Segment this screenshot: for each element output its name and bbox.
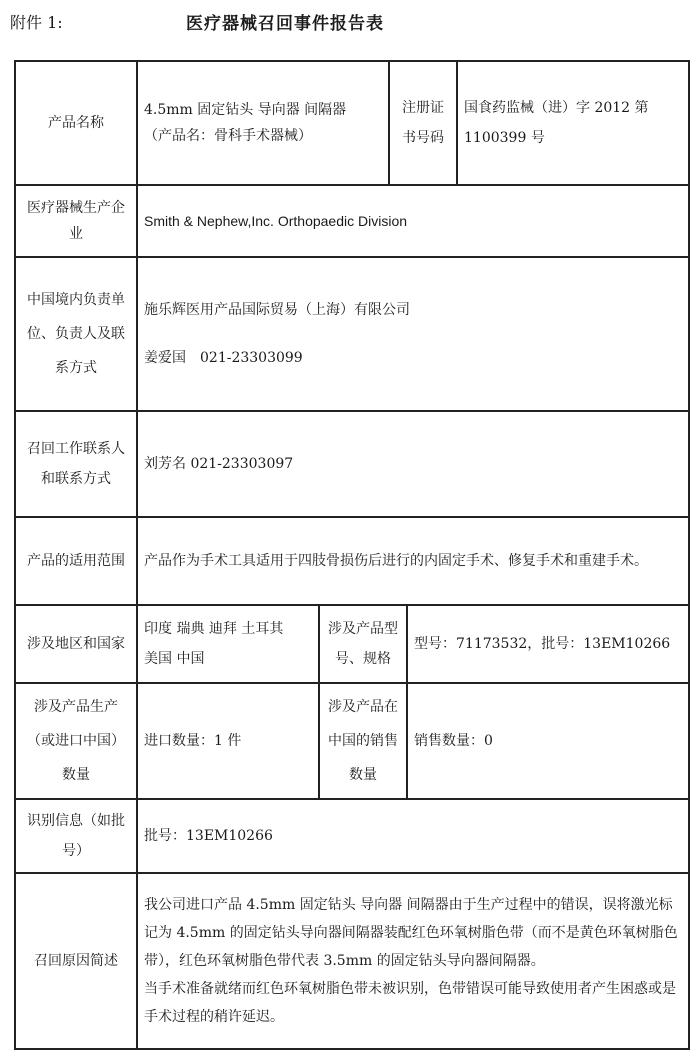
recall-contact-value: 刘芳名 021-23303097 (137, 411, 689, 517)
manufacturer-value: Smith & Nephew,Inc. Orthopaedic Division (137, 185, 689, 257)
product-name-label: 产品名称 (15, 61, 137, 185)
regions-line2: 美国 中国 (144, 651, 205, 667)
manufacturer-label: 医疗器械生产企业 (15, 185, 137, 257)
identification-label: 识别信息（如批号） (15, 799, 137, 873)
row-scope (15, 517, 689, 605)
product-name-line1: 4.5mm 固定钻头 导向器 间隔器 (144, 102, 347, 118)
product-name-line2: （产品名：骨科手术器械） (144, 128, 312, 144)
scope-label: 产品的适用范围 (15, 517, 137, 605)
sales-value: 销售数量：0 (407, 683, 689, 799)
china-responsible-label: 中国境内负责单位、负责人及联系方式 (15, 257, 137, 411)
row-recall-contact (15, 411, 689, 517)
attachment-label: 附件 1: (10, 13, 63, 32)
identification-value: 批号：13EM10266 (137, 799, 689, 873)
responsible-company: 施乐辉医用产品国际贸易（上海）有限公司 (144, 302, 410, 318)
scope-value: 产品作为手术工具适用于四肢骨损伤后进行的内固定手术、修复手术和重建手术。 (137, 517, 689, 605)
reason-paragraph-1: 我公司进口产品 4.5mm 固定钻头 导向器 间隔器由于生产过程中的错误，误将激光标记为 4.5mm 的固定钻头导向器间隔器装配红色环氧树脂色带（而不是黄色环氧树脂色带），红色环氧树脂色带代表 3.5mm 的固定钻头导向器间隔器。 (144, 897, 678, 969)
regions-label: 涉及地区和国家 (15, 605, 137, 683)
recall-report-form (14, 60, 690, 1050)
regions-value (137, 605, 319, 683)
row-reason (15, 873, 689, 1049)
registration-label: 注册证书号码 (389, 61, 457, 185)
registration-value: 国食药监械（进）字 2012 第 1100399 号 (457, 61, 689, 185)
reason-paragraph-2: 当手术准备就绪而红色环氧树脂色带未被识别，色带错误可能导致使用者产生困惑或是手术过程的稍许延迟。 (144, 981, 676, 1025)
china-responsible-value (137, 257, 689, 411)
row-production (15, 683, 689, 799)
model-spec-value: 型号：71173532，批号：13EM10266 (407, 605, 689, 683)
model-spec-label: 涉及产品型号、规格 (319, 605, 407, 683)
row-manufacturer (15, 185, 689, 257)
row-identification (15, 799, 689, 873)
responsible-person: 姜爱国 021-23303099 (144, 350, 303, 366)
form-title: 医疗器械召回事件报告表 (186, 14, 384, 34)
reason-label: 召回原因简述 (15, 873, 137, 1049)
reason-value (137, 873, 689, 1049)
product-name-value (137, 61, 389, 185)
production-label: 涉及产品生产（或进口中国）数量 (15, 683, 137, 799)
row-china-responsible (15, 257, 689, 411)
row-product-name (15, 61, 689, 185)
regions-line1: 印度 瑞典 迪拜 土耳其 (144, 621, 284, 637)
recall-contact-label: 召回工作联系人和联系方式 (15, 411, 137, 517)
production-value: 进口数量：1 件 (137, 683, 319, 799)
row-regions (15, 605, 689, 683)
sales-label: 涉及产品在中国的销售数量 (319, 683, 407, 799)
